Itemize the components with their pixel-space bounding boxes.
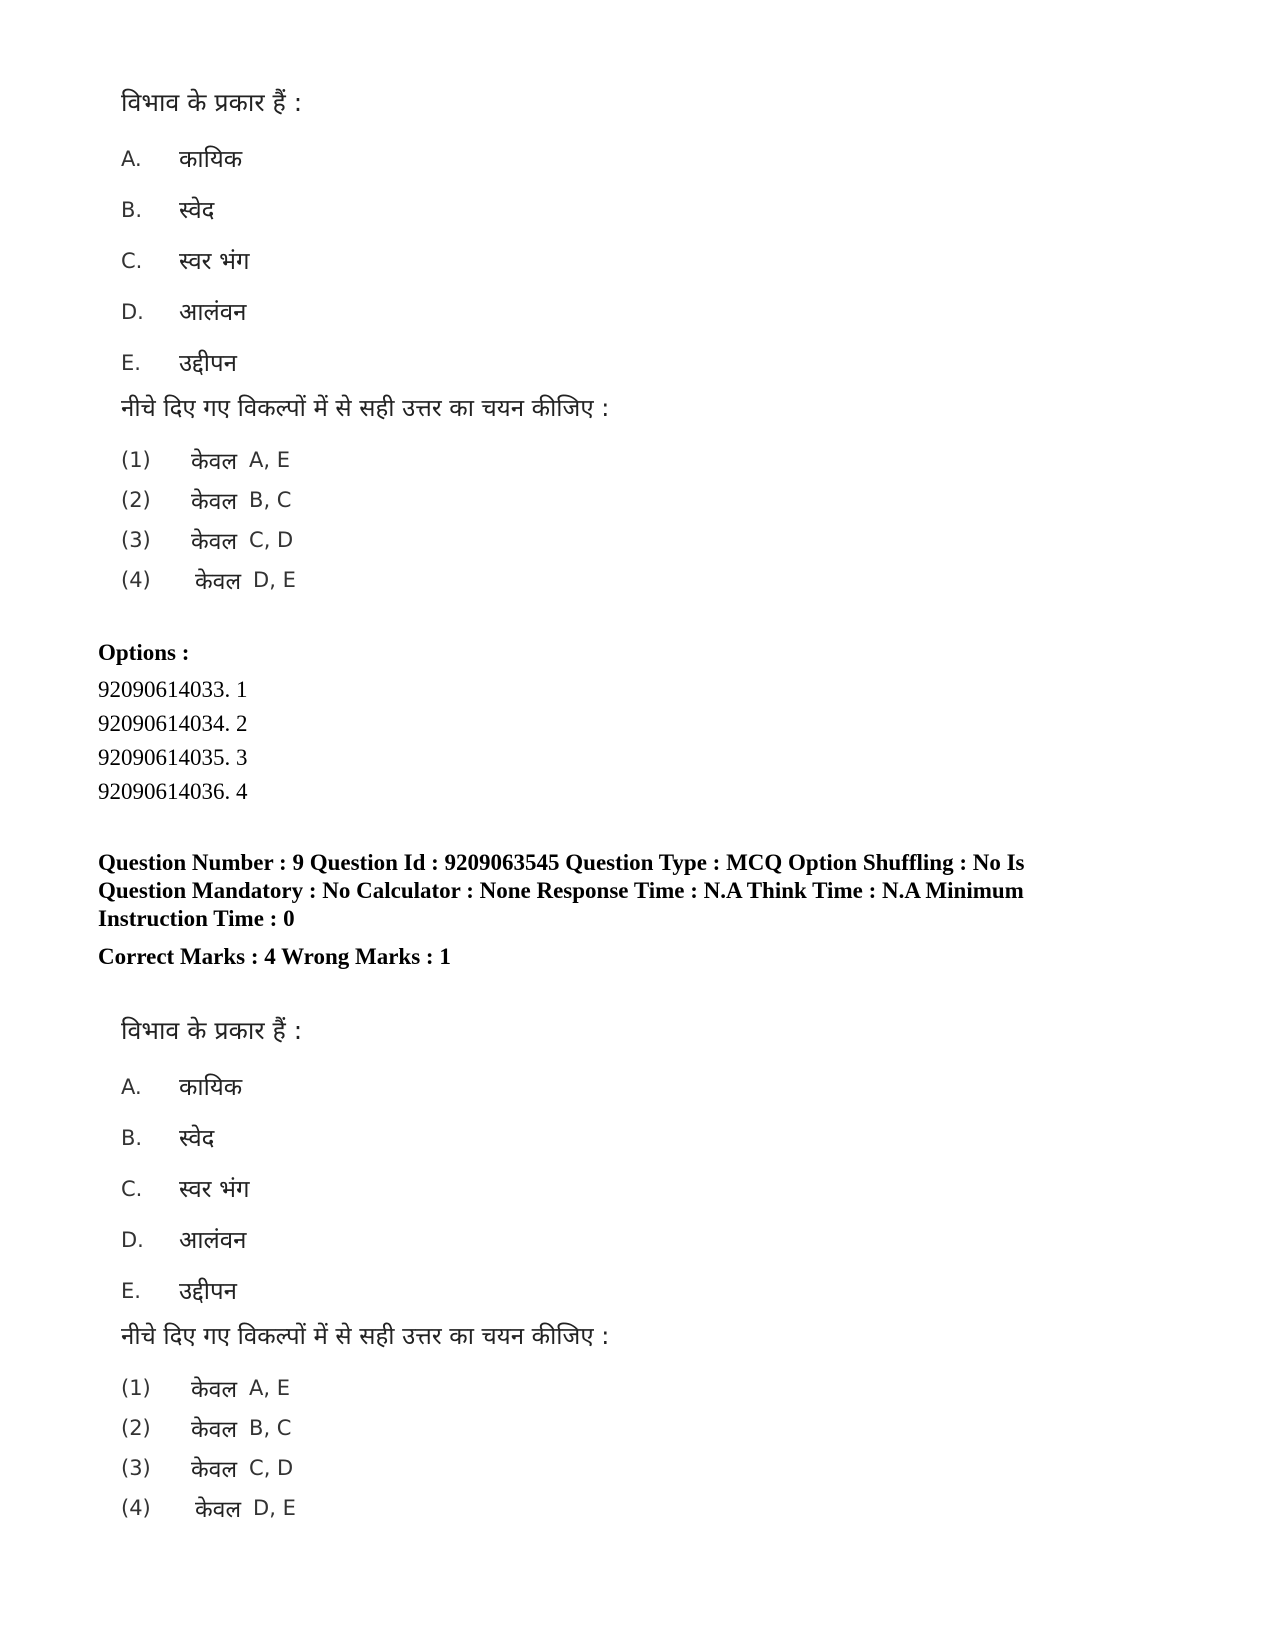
answer-choice (121, 520, 609, 560)
question-instruction: नीचे दिए गए विकल्पों में से सही उत्तर का चयन कीजिए : (121, 394, 610, 422)
statement-text: कायिक (179, 1073, 243, 1101)
choice-options: B, C (249, 1416, 292, 1440)
choice-keyword: केवल (191, 1377, 238, 1403)
statement-letter: C. (121, 1176, 143, 1201)
statement-text: स्वर भंग (179, 247, 250, 275)
choice-number: (3) (121, 1456, 151, 1480)
statement-letter: B. (121, 1125, 143, 1150)
answer-choice (121, 440, 609, 480)
question-block-1 (121, 83, 609, 600)
choice-number: (4) (121, 1496, 151, 1520)
choice-keyword: केवल (195, 1497, 242, 1523)
choice-number: (1) (121, 448, 151, 472)
statement-text: उद्दीपन (179, 349, 237, 377)
statement-text: आलंवन (179, 1226, 247, 1254)
question-block-2 (121, 1011, 609, 1528)
answer-choice (121, 560, 609, 600)
option-line: 92090614036. 4 (98, 779, 248, 804)
statement-item (121, 337, 609, 388)
question-metadata: Question Number : 9 Question Id : 9209063545 Question Type : MCQ Option Shuffling : No Is Question Mandatory : No Calculator : None Response Time : N.A Think Time : N.A Minimum Instruction Time : 0 (98, 850, 1025, 931)
choice-options: B, C (249, 488, 292, 512)
statement-letter: A. (121, 146, 142, 171)
choice-keyword: केवल (191, 489, 238, 515)
choice-number: (2) (121, 1416, 151, 1440)
answer-choice (121, 1408, 609, 1448)
statement-item (121, 1112, 609, 1163)
choice-keyword: केवल (191, 449, 238, 475)
statement-letter: E. (121, 350, 141, 375)
choice-options: A, E (249, 448, 291, 472)
choice-options: A, E (249, 1376, 291, 1400)
answer-choice (121, 480, 609, 520)
choice-number: (1) (121, 1376, 151, 1400)
statement-letter: E. (121, 1278, 141, 1303)
option-line: 92090614033. 1 (98, 677, 248, 702)
options-list (98, 673, 248, 809)
options-label: Options : (98, 640, 190, 665)
choice-number: (3) (121, 528, 151, 552)
statement-text: आलंवन (179, 298, 247, 326)
statement-letter: B. (121, 197, 143, 222)
statement-text: स्वर भंग (179, 1175, 250, 1203)
statement-item (121, 1214, 609, 1265)
statement-letter: A. (121, 1074, 142, 1099)
statement-text: उद्दीपन (179, 1277, 237, 1305)
statement-letter: D. (121, 1227, 144, 1252)
choice-keyword: केवल (191, 1457, 238, 1483)
statement-letter: C. (121, 248, 143, 273)
choice-number: (4) (121, 568, 151, 592)
choice-number: (2) (121, 488, 151, 512)
choice-keyword: केवल (191, 1417, 238, 1443)
answer-choice (121, 1448, 609, 1488)
choice-options: C, D (249, 1456, 294, 1480)
answer-choice (121, 1368, 609, 1408)
option-line: 92090614035. 3 (98, 745, 248, 770)
statement-item (121, 235, 609, 286)
statement-item (121, 133, 609, 184)
marks-info: Correct Marks : 4 Wrong Marks : 1 (98, 944, 451, 969)
statement-letter: D. (121, 299, 144, 324)
statement-item (121, 1061, 609, 1112)
statement-item (121, 1163, 609, 1214)
statement-item (121, 1265, 609, 1316)
statement-text: कायिक (179, 145, 243, 173)
choice-options: D, E (253, 1496, 296, 1520)
statement-item (121, 184, 609, 235)
choice-keyword: केवल (195, 569, 242, 595)
statement-text: स्वेद (179, 1124, 215, 1152)
question-stem: विभाव के प्रकार हैं : (121, 88, 303, 117)
choice-options: D, E (253, 568, 296, 592)
choice-keyword: केवल (191, 529, 238, 555)
answer-choice (121, 1488, 609, 1528)
statement-item (121, 286, 609, 337)
question-instruction: नीचे दिए गए विकल्पों में से सही उत्तर का चयन कीजिए : (121, 1322, 610, 1350)
question-stem: विभाव के प्रकार हैं : (121, 1016, 303, 1045)
option-line: 92090614034. 2 (98, 711, 248, 736)
choice-options: C, D (249, 528, 294, 552)
statement-text: स्वेद (179, 196, 215, 224)
